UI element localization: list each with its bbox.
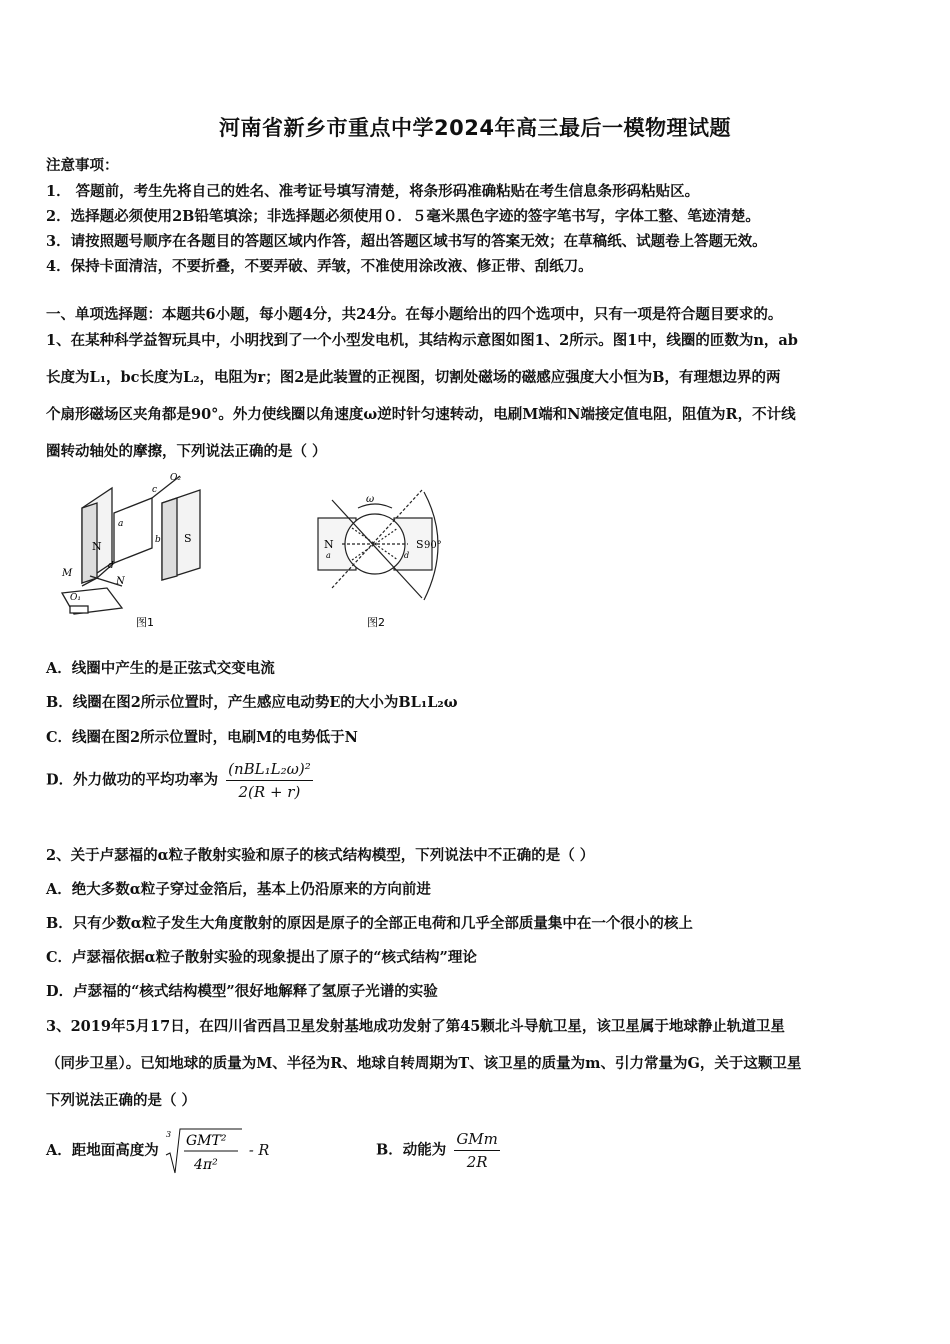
formula-numerator: (nBL₁L₂ω)² [226, 760, 313, 781]
q3-option-a-text: A．距地面高度为 [46, 1142, 159, 1159]
fig2-label: S [416, 538, 424, 551]
q2-option-d: D．卢瑟福的“核式结构模型”很好地解释了氢原子光谱的实验 [46, 983, 438, 1000]
fig2-label: N [324, 538, 334, 551]
fig1-caption: 图1 [136, 616, 154, 629]
q3-option-b-formula [454, 1130, 500, 1171]
q2-option-b: B．只有少数α粒子发生大角度散射的原因是原子的全部正电荷和几乎全部质量集中在一个很小的核上 [46, 915, 693, 932]
q1-stem-line: 圈转动轴处的摩擦，下列说法正确的是（ ） [46, 443, 327, 460]
fig1-label: N [92, 540, 102, 553]
q3-option-b-text: B．动能为 [376, 1141, 447, 1159]
q1-option-a: A．线圈中产生的是正弦式交变电流 [46, 660, 275, 677]
section-heading: 一、单项选择题：本题共6小题，每小题4分，共24分。在每小题给出的四个选项中，只有一项是符合题目要求的。 [46, 306, 783, 323]
fig2-label: 90° [424, 540, 442, 551]
fig1-label: a [118, 519, 124, 529]
fig2-caption: 图2 [367, 616, 385, 629]
q1-option-d-formula [226, 760, 313, 801]
q3-option-b [376, 1130, 500, 1171]
page-title: 河南省新乡市重点中学2024年高三最后一模物理试题 [219, 116, 731, 140]
fig1-label: b [155, 535, 161, 545]
svg-text:3: 3 [165, 1130, 171, 1139]
figure-1-generator-diagram [52, 468, 232, 638]
formula-denominator: 2(R + r) [238, 783, 301, 801]
fig2-label: d [404, 551, 410, 560]
notice-heading: 注意事项： [46, 157, 119, 174]
q3-option-a-formula [164, 1125, 244, 1177]
notice-item: 4．保持卡面清洁，不要折叠，不要弄破、弄皱，不准使用涂改液、修正带、刮纸刀。 [46, 258, 593, 275]
q3-option-a [46, 1125, 269, 1177]
notice-item: 1． 答题前，考生先将自己的姓名、准考证号填写清楚，将条形码准确粘贴在考生信息条形码粘贴区。 [46, 183, 700, 200]
fig2-label: a [326, 551, 331, 560]
q3-stem-line: 3、2019年5月17日，在四川省西昌卫星发射基地成功发射了第45颗北斗导航卫星，该卫星属于地球静止轨道卫星 [46, 1018, 785, 1035]
q2-stem: 2、关于卢瑟福的α粒子散射实验和原子的核式结构模型，下列说法中不正确的是（ ） [46, 847, 595, 864]
q3-stem-line: （同步卫星）。已知地球的质量为M、半径为R、地球自转周期为T、该卫星的质量为m、引力常量为G，关于这颗卫星 [46, 1055, 802, 1072]
cube-root-formula [164, 1125, 244, 1177]
q1-stem-line: 个扇形磁场区夹角都是90°。外力使线圈以角速度ω逆时针匀速转动，电刷M端和N端接定值电阻，阻值为R，不计线 [46, 406, 796, 423]
q1-option-c: C．线圈在图2所示位置时，电刷M的电势低于N [46, 729, 358, 746]
fig1-label: M [62, 568, 73, 579]
notice-item: 3．请按照题号顺序在各题目的答题区域内作答，超出答题区域书写的答案无效；在草稿纸、试题卷上答题无效。 [46, 233, 767, 250]
q1-stem-line: 1、在某种科学益智玩具中，小明找到了一个小型发电机，其结构示意图如图1、2所示。图1中，线圈的匝数为n，ab [46, 332, 798, 349]
notice-item: 2．选择题必须使用2B铅笔填涂；非选择题必须使用０．５毫米黑色字迹的签字笔书写，字体工整、笔迹清楚。 [46, 208, 760, 225]
q1-option-b: B．线圈在图2所示位置时，产生感应电动势E的大小为BL₁L₂ω [46, 694, 458, 711]
fig1-label: O₁ [70, 593, 81, 603]
formula-numerator: GMT² [185, 1133, 227, 1149]
q1-option-d [46, 760, 313, 801]
q1-option-d-text: D．外力做功的平均功率为 [46, 771, 219, 789]
fig2-label: ω [366, 494, 375, 505]
q3-stem-line: 下列说法正确的是（ ） [46, 1092, 197, 1109]
q3-option-a-tail: - R [248, 1143, 270, 1159]
q1-stem-line: 长度为L₁，bc长度为L₂，电阻为r；图2是此装置的正视图，切割处磁场的磁感应强度大小恒为B，有理想边界的两 [46, 369, 781, 386]
formula-denominator: 2R [466, 1153, 488, 1171]
fig1-label: S [184, 532, 192, 545]
figure-2-front-view-diagram [312, 478, 462, 638]
fig1-label: d [108, 561, 114, 571]
fig1-label: c [152, 485, 158, 495]
q2-option-a: A．绝大多数α粒子穿过金箔后，基本上仍沿原来的方向前进 [46, 881, 431, 898]
fig1-label: O₂ [170, 473, 181, 483]
fig1-label: N [116, 576, 125, 587]
formula-denominator: 4π² [193, 1157, 218, 1173]
q2-option-c: C．卢瑟福依据α粒子散射实验的现象提出了原子的“核式结构”理论 [46, 949, 477, 966]
formula-numerator: GMm [454, 1130, 500, 1151]
